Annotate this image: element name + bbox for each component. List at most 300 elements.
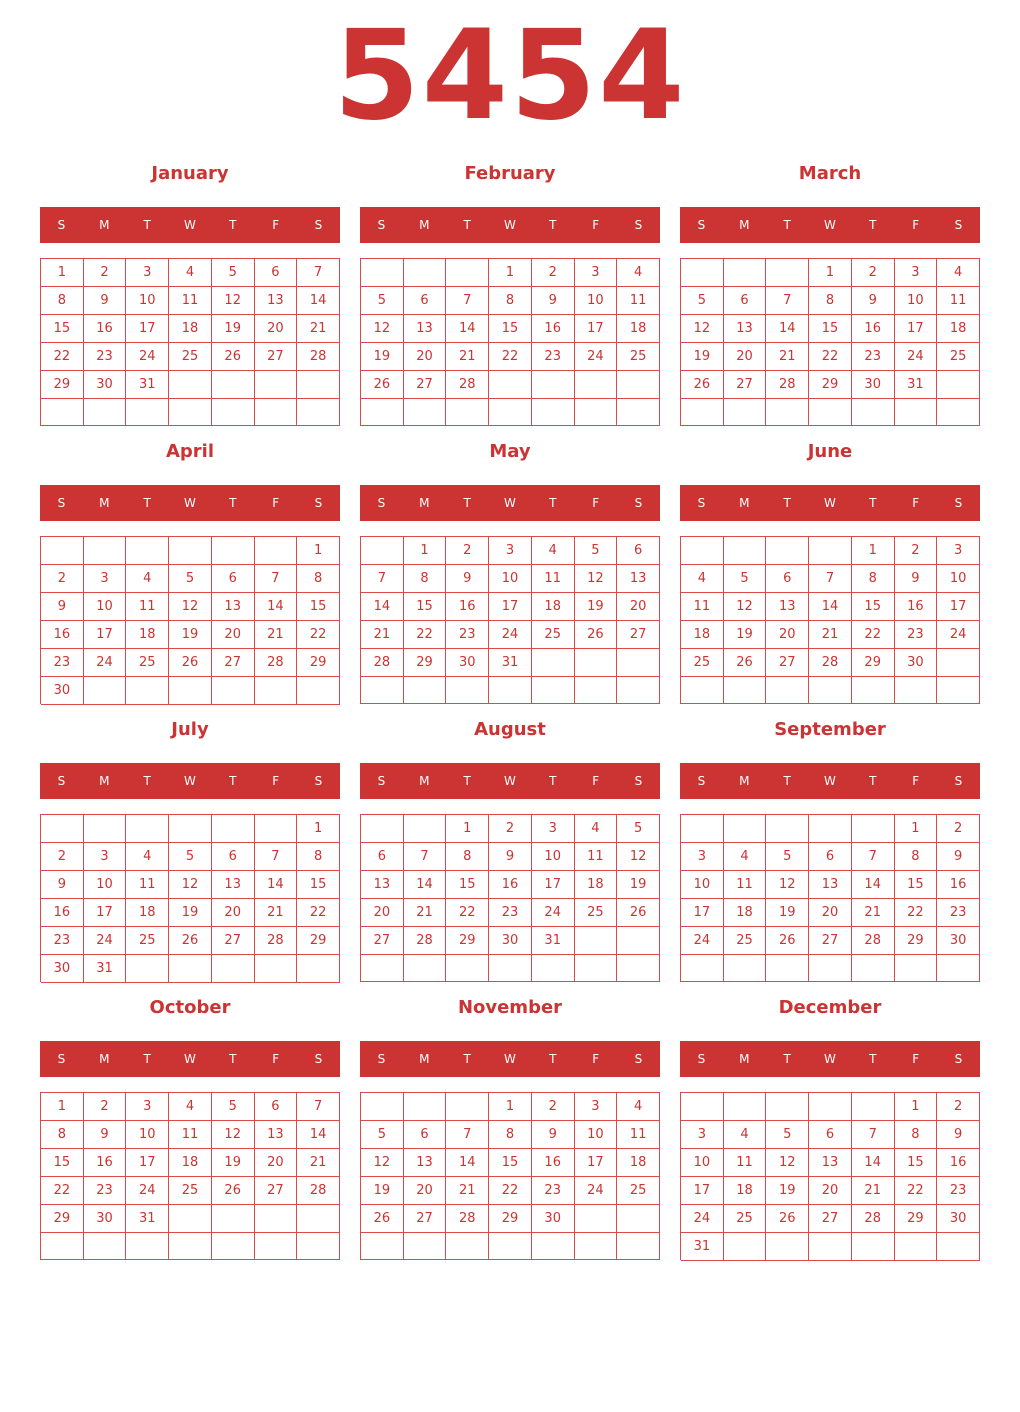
day-cell: 27 xyxy=(255,343,298,371)
empty-day-cell xyxy=(575,927,618,955)
empty-day-cell xyxy=(617,677,660,704)
day-cell: 6 xyxy=(766,565,809,593)
weekday-header xyxy=(40,1041,340,1077)
day-cell: 20 xyxy=(255,315,298,343)
weekday-header xyxy=(360,1041,660,1077)
empty-day-cell xyxy=(681,955,724,982)
weekday-label: F xyxy=(592,218,600,232)
weekday-header xyxy=(680,485,980,521)
empty-day-cell xyxy=(617,1205,660,1233)
weekday-label: S xyxy=(314,218,323,232)
day-cell: 6 xyxy=(361,843,404,871)
day-cell: 13 xyxy=(255,287,298,315)
month-name: October xyxy=(149,997,231,1018)
weekday-label: M xyxy=(419,496,430,510)
day-cell: 13 xyxy=(361,871,404,899)
day-cell: 1 xyxy=(404,537,447,565)
weekday-label: W xyxy=(184,218,196,232)
day-cell: 9 xyxy=(489,843,532,871)
day-cell: 2 xyxy=(895,537,938,565)
empty-day-cell xyxy=(126,677,169,705)
empty-day-cell xyxy=(404,259,447,287)
day-cell: 12 xyxy=(169,871,212,899)
day-cell: 12 xyxy=(724,593,767,621)
weekday-label: T xyxy=(549,774,557,788)
day-cell: 5 xyxy=(766,843,809,871)
empty-day-cell xyxy=(361,1233,404,1260)
day-cell: 24 xyxy=(532,899,575,927)
day-cell: 31 xyxy=(532,927,575,955)
day-cell: 15 xyxy=(404,593,447,621)
empty-day-cell xyxy=(446,1093,489,1121)
empty-day-cell xyxy=(532,399,575,426)
day-cell: 3 xyxy=(126,259,169,287)
empty-day-cell xyxy=(532,649,575,677)
weekday-label: S xyxy=(634,496,643,510)
weekday-label: T xyxy=(229,218,237,232)
empty-day-cell xyxy=(809,955,852,982)
day-cell: 13 xyxy=(212,593,255,621)
day-cell: 12 xyxy=(766,871,809,899)
empty-day-cell xyxy=(212,955,255,983)
empty-day-cell xyxy=(169,537,212,565)
empty-day-cell xyxy=(575,677,618,704)
day-cell: 17 xyxy=(126,315,169,343)
day-cell: 13 xyxy=(404,1149,447,1177)
weekday-label: T xyxy=(869,218,877,232)
day-cell: 3 xyxy=(84,565,127,593)
day-cell: 5 xyxy=(361,1121,404,1149)
empty-day-cell xyxy=(212,399,255,426)
day-cell: 3 xyxy=(489,537,532,565)
day-cell: 25 xyxy=(532,621,575,649)
empty-day-cell xyxy=(809,815,852,843)
day-cell: 3 xyxy=(937,537,980,565)
day-cell: 23 xyxy=(937,899,980,927)
empty-day-cell xyxy=(489,371,532,399)
day-cell: 7 xyxy=(446,287,489,315)
weekday-label: T xyxy=(783,1052,791,1066)
day-cell: 12 xyxy=(361,1149,404,1177)
empty-day-cell xyxy=(724,1093,767,1121)
weekday-label: S xyxy=(57,496,66,510)
day-cell: 21 xyxy=(297,315,340,343)
day-cell: 24 xyxy=(681,927,724,955)
day-cell: 17 xyxy=(895,315,938,343)
day-cell: 25 xyxy=(681,649,724,677)
empty-day-cell xyxy=(724,537,767,565)
day-cell: 27 xyxy=(724,371,767,399)
day-cell: 16 xyxy=(937,1149,980,1177)
empty-day-cell xyxy=(766,1233,809,1261)
day-cell: 22 xyxy=(297,621,340,649)
weekday-label: M xyxy=(419,218,430,232)
empty-day-cell xyxy=(724,815,767,843)
empty-day-cell xyxy=(255,399,298,426)
empty-day-cell xyxy=(84,677,127,705)
weekday-label: W xyxy=(504,496,516,510)
day-cell: 4 xyxy=(126,565,169,593)
day-cell: 25 xyxy=(169,1177,212,1205)
weekday-label: F xyxy=(272,496,280,510)
empty-day-cell xyxy=(404,1233,447,1260)
day-cell: 6 xyxy=(212,565,255,593)
weekday-label: T xyxy=(869,774,877,788)
day-cell: 19 xyxy=(681,343,724,371)
empty-day-cell xyxy=(212,1205,255,1233)
day-cell: 17 xyxy=(937,593,980,621)
day-cell: 7 xyxy=(404,843,447,871)
day-cell: 24 xyxy=(126,343,169,371)
day-cell: 2 xyxy=(446,537,489,565)
day-cell: 23 xyxy=(937,1177,980,1205)
day-cell: 12 xyxy=(212,1121,255,1149)
day-cell: 11 xyxy=(169,1121,212,1149)
day-cell: 1 xyxy=(895,1093,938,1121)
weekday-header xyxy=(680,207,980,243)
empty-day-cell xyxy=(532,1233,575,1260)
day-cell: 8 xyxy=(809,287,852,315)
day-cell: 29 xyxy=(41,1205,84,1233)
day-cell: 13 xyxy=(404,315,447,343)
day-cell: 24 xyxy=(84,649,127,677)
weekday-label: T xyxy=(463,496,471,510)
day-cell: 20 xyxy=(212,899,255,927)
month-name: January xyxy=(151,163,229,184)
day-cell: 13 xyxy=(724,315,767,343)
day-cell: 26 xyxy=(766,927,809,955)
day-cell: 12 xyxy=(766,1149,809,1177)
day-cell: 26 xyxy=(169,649,212,677)
empty-day-cell xyxy=(446,1233,489,1260)
weekday-label: F xyxy=(912,1052,920,1066)
day-cell: 24 xyxy=(937,621,980,649)
empty-day-cell xyxy=(809,1093,852,1121)
empty-day-cell xyxy=(724,399,767,426)
day-cell: 2 xyxy=(84,259,127,287)
day-cell: 28 xyxy=(361,649,404,677)
day-cell: 22 xyxy=(404,621,447,649)
day-cell: 18 xyxy=(532,593,575,621)
empty-day-cell xyxy=(681,815,724,843)
day-cell: 2 xyxy=(84,1093,127,1121)
day-cell: 9 xyxy=(41,593,84,621)
weekday-label: S xyxy=(634,1052,643,1066)
day-cell: 27 xyxy=(212,649,255,677)
day-cell: 18 xyxy=(937,315,980,343)
day-cell: 28 xyxy=(852,1205,895,1233)
weekday-label: T xyxy=(143,496,151,510)
month-name: September xyxy=(774,719,886,740)
empty-day-cell xyxy=(809,677,852,704)
day-cell: 2 xyxy=(532,1093,575,1121)
empty-day-cell xyxy=(255,1233,298,1260)
day-cell: 27 xyxy=(255,1177,298,1205)
day-cell: 15 xyxy=(297,871,340,899)
empty-day-cell xyxy=(84,815,127,843)
empty-day-cell xyxy=(361,955,404,982)
day-cell: 6 xyxy=(724,287,767,315)
day-cell: 8 xyxy=(446,843,489,871)
weekday-label: M xyxy=(739,774,750,788)
day-cell: 20 xyxy=(724,343,767,371)
weekday-label: S xyxy=(314,496,323,510)
weekday-label: T xyxy=(783,496,791,510)
day-cell: 5 xyxy=(169,843,212,871)
empty-day-cell xyxy=(84,399,127,426)
weekday-label: M xyxy=(739,496,750,510)
day-cell: 9 xyxy=(937,843,980,871)
empty-day-cell xyxy=(937,677,980,704)
day-cell: 4 xyxy=(169,1093,212,1121)
empty-day-cell xyxy=(895,955,938,982)
empty-day-cell xyxy=(404,1093,447,1121)
day-cell: 27 xyxy=(361,927,404,955)
day-cell: 12 xyxy=(575,565,618,593)
weekday-label: W xyxy=(184,774,196,788)
weekday-label: S xyxy=(57,218,66,232)
day-cell: 6 xyxy=(404,1121,447,1149)
day-cell: 2 xyxy=(937,815,980,843)
day-cell: 21 xyxy=(446,343,489,371)
day-cell: 18 xyxy=(617,1149,660,1177)
month-name: June xyxy=(807,441,853,462)
day-cell: 6 xyxy=(255,1093,298,1121)
weekday-label: F xyxy=(272,774,280,788)
day-cell: 8 xyxy=(404,565,447,593)
day-cell: 3 xyxy=(681,843,724,871)
weekday-label: S xyxy=(377,218,386,232)
days-grid xyxy=(360,1092,660,1260)
days-grid xyxy=(360,258,660,426)
weekday-label: M xyxy=(99,774,110,788)
empty-day-cell xyxy=(297,955,340,983)
weekday-label: F xyxy=(592,496,600,510)
weekday-label: S xyxy=(954,774,963,788)
month-name: December xyxy=(778,997,882,1018)
day-cell: 10 xyxy=(489,565,532,593)
empty-day-cell xyxy=(895,399,938,426)
day-cell: 16 xyxy=(532,1149,575,1177)
weekday-label: W xyxy=(504,774,516,788)
day-cell: 1 xyxy=(297,537,340,565)
empty-day-cell xyxy=(617,649,660,677)
day-cell: 26 xyxy=(169,927,212,955)
day-cell: 20 xyxy=(809,1177,852,1205)
day-cell: 17 xyxy=(84,899,127,927)
empty-day-cell xyxy=(852,955,895,982)
day-cell: 9 xyxy=(84,1121,127,1149)
day-cell: 27 xyxy=(766,649,809,677)
day-cell: 14 xyxy=(255,871,298,899)
day-cell: 26 xyxy=(724,649,767,677)
day-cell: 15 xyxy=(895,871,938,899)
empty-day-cell xyxy=(212,371,255,399)
weekday-label: W xyxy=(184,496,196,510)
empty-day-cell xyxy=(212,677,255,705)
year-title: 5454 xyxy=(333,4,687,148)
empty-day-cell xyxy=(361,1093,404,1121)
weekday-label: F xyxy=(272,218,280,232)
days-grid xyxy=(680,536,980,704)
day-cell: 13 xyxy=(617,565,660,593)
day-cell: 14 xyxy=(361,593,404,621)
day-cell: 10 xyxy=(681,871,724,899)
day-cell: 25 xyxy=(617,343,660,371)
day-cell: 21 xyxy=(852,899,895,927)
day-cell: 3 xyxy=(532,815,575,843)
empty-day-cell xyxy=(532,955,575,982)
weekday-label: T xyxy=(783,218,791,232)
month-name: August xyxy=(474,719,546,740)
day-cell: 14 xyxy=(446,315,489,343)
day-cell: 14 xyxy=(766,315,809,343)
day-cell: 13 xyxy=(809,1149,852,1177)
day-cell: 9 xyxy=(446,565,489,593)
empty-day-cell xyxy=(446,399,489,426)
weekday-label: M xyxy=(99,218,110,232)
day-cell: 25 xyxy=(724,1205,767,1233)
day-cell: 30 xyxy=(84,1205,127,1233)
empty-day-cell xyxy=(766,399,809,426)
day-cell: 21 xyxy=(404,899,447,927)
day-cell: 11 xyxy=(532,565,575,593)
day-cell: 22 xyxy=(895,1177,938,1205)
day-cell: 9 xyxy=(532,1121,575,1149)
day-cell: 15 xyxy=(852,593,895,621)
empty-day-cell xyxy=(575,1205,618,1233)
empty-day-cell xyxy=(126,537,169,565)
day-cell: 26 xyxy=(212,1177,255,1205)
weekday-label: S xyxy=(697,1052,706,1066)
days-grid xyxy=(360,536,660,704)
day-cell: 2 xyxy=(937,1093,980,1121)
day-cell: 25 xyxy=(724,927,767,955)
day-cell: 13 xyxy=(766,593,809,621)
day-cell: 22 xyxy=(852,621,895,649)
empty-day-cell xyxy=(361,537,404,565)
weekday-label: T xyxy=(783,774,791,788)
day-cell: 17 xyxy=(126,1149,169,1177)
weekday-label: T xyxy=(463,1052,471,1066)
weekday-label: S xyxy=(697,496,706,510)
day-cell: 17 xyxy=(575,315,618,343)
day-cell: 13 xyxy=(809,871,852,899)
day-cell: 14 xyxy=(255,593,298,621)
weekday-label: M xyxy=(419,1052,430,1066)
day-cell: 10 xyxy=(126,287,169,315)
day-cell: 26 xyxy=(361,371,404,399)
day-cell: 22 xyxy=(809,343,852,371)
day-cell: 8 xyxy=(297,565,340,593)
day-cell: 19 xyxy=(169,899,212,927)
month-name: November xyxy=(457,997,563,1018)
days-grid xyxy=(40,258,340,426)
day-cell: 3 xyxy=(895,259,938,287)
day-cell: 6 xyxy=(617,537,660,565)
empty-day-cell xyxy=(126,399,169,426)
empty-day-cell xyxy=(41,537,84,565)
empty-day-cell xyxy=(126,815,169,843)
day-cell: 10 xyxy=(84,593,127,621)
empty-day-cell xyxy=(724,1233,767,1261)
day-cell: 27 xyxy=(809,927,852,955)
weekday-label: S xyxy=(377,496,386,510)
day-cell: 26 xyxy=(681,371,724,399)
day-cell: 10 xyxy=(84,871,127,899)
weekday-label: W xyxy=(504,218,516,232)
empty-day-cell xyxy=(852,399,895,426)
day-cell: 19 xyxy=(724,621,767,649)
empty-day-cell xyxy=(937,955,980,982)
empty-day-cell xyxy=(681,259,724,287)
empty-day-cell xyxy=(809,1233,852,1261)
days-grid xyxy=(40,814,340,982)
day-cell: 15 xyxy=(809,315,852,343)
day-cell: 24 xyxy=(575,343,618,371)
day-cell: 29 xyxy=(895,1205,938,1233)
day-cell: 30 xyxy=(41,677,84,705)
empty-day-cell xyxy=(681,677,724,704)
day-cell: 8 xyxy=(489,287,532,315)
empty-day-cell xyxy=(766,1093,809,1121)
empty-day-cell xyxy=(852,677,895,704)
day-cell: 14 xyxy=(297,1121,340,1149)
day-cell: 5 xyxy=(169,565,212,593)
day-cell: 2 xyxy=(41,843,84,871)
weekday-label: W xyxy=(504,1052,516,1066)
day-cell: 11 xyxy=(617,1121,660,1149)
day-cell: 9 xyxy=(41,871,84,899)
day-cell: 18 xyxy=(169,1149,212,1177)
day-cell: 1 xyxy=(41,259,84,287)
weekday-label: T xyxy=(229,496,237,510)
day-cell: 7 xyxy=(809,565,852,593)
weekday-label: T xyxy=(869,1052,877,1066)
day-cell: 8 xyxy=(895,843,938,871)
day-cell: 26 xyxy=(361,1205,404,1233)
day-cell: 29 xyxy=(852,649,895,677)
day-cell: 7 xyxy=(852,1121,895,1149)
day-cell: 23 xyxy=(446,621,489,649)
day-cell: 5 xyxy=(361,287,404,315)
day-cell: 23 xyxy=(852,343,895,371)
empty-day-cell xyxy=(766,677,809,704)
empty-day-cell xyxy=(404,399,447,426)
day-cell: 11 xyxy=(617,287,660,315)
empty-day-cell xyxy=(617,927,660,955)
empty-day-cell xyxy=(724,955,767,982)
day-cell: 9 xyxy=(937,1121,980,1149)
day-cell: 18 xyxy=(126,899,169,927)
empty-day-cell xyxy=(169,399,212,426)
empty-day-cell xyxy=(489,677,532,704)
day-cell: 5 xyxy=(575,537,618,565)
weekday-label: T xyxy=(143,774,151,788)
day-cell: 12 xyxy=(212,287,255,315)
day-cell: 11 xyxy=(681,593,724,621)
day-cell: 8 xyxy=(41,287,84,315)
weekday-label: M xyxy=(99,496,110,510)
weekday-label: T xyxy=(869,496,877,510)
day-cell: 28 xyxy=(255,649,298,677)
weekday-header xyxy=(680,1041,980,1077)
day-cell: 25 xyxy=(169,343,212,371)
day-cell: 30 xyxy=(532,1205,575,1233)
day-cell: 3 xyxy=(575,259,618,287)
day-cell: 26 xyxy=(212,343,255,371)
weekday-header xyxy=(40,485,340,521)
